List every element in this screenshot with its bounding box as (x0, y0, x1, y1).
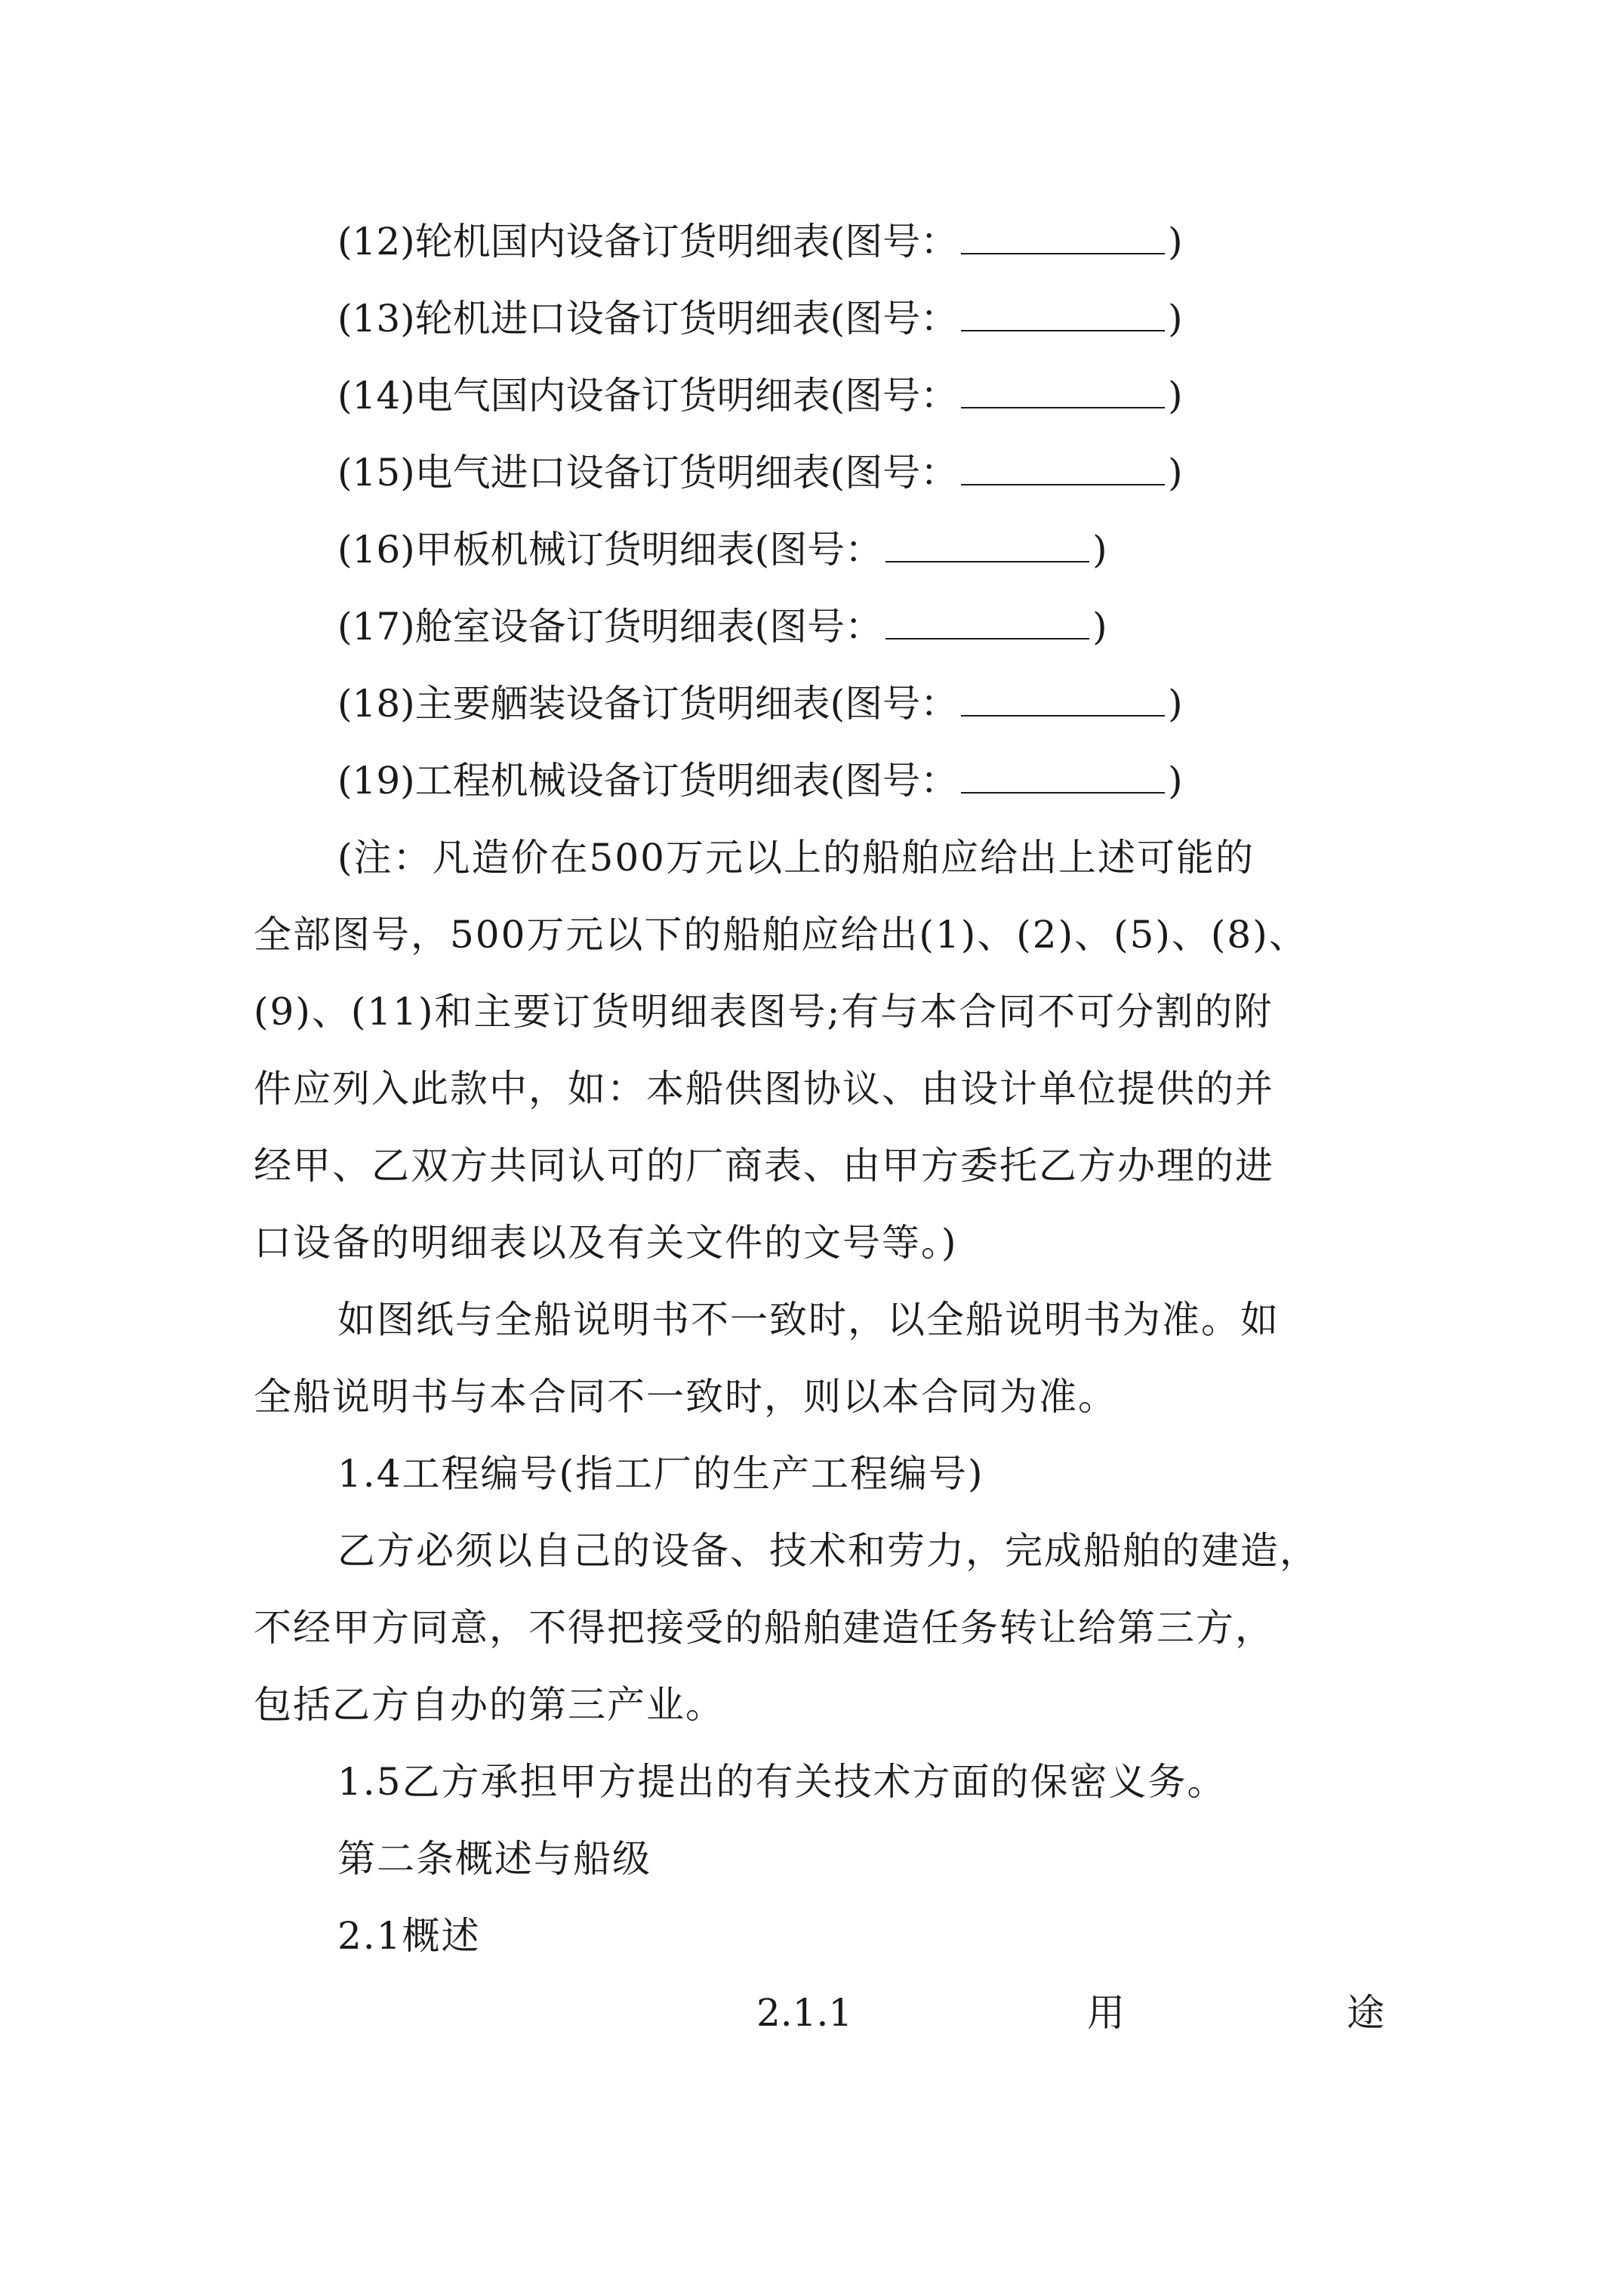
precedence-line: 如图纸与全船说明书不一致时，以全船说明书为准。如 (337, 1298, 1280, 1342)
list-item-label: (19)工程机械设备订货明细表(图号： (337, 759, 959, 803)
list-item-label: (15)电气进口设备订货明细表(图号： (337, 451, 959, 495)
subcontract-line: 包括乙方自办的第三产业。 (254, 1683, 725, 1727)
list-item-12 (337, 219, 1183, 264)
drawing-number-blank (961, 375, 1165, 408)
note-line: 全部图号，500万元以下的船舶应给出(1)、(2)、(5)、(8)、 (254, 913, 1308, 957)
list-item-close: ) (1168, 759, 1183, 803)
list-item-label: (18)主要舾装设备订货明细表(图号： (337, 682, 959, 726)
precedence-line: 全船说明书与本合同不一致时，则以本合同为准。 (254, 1375, 1117, 1419)
list-item-15 (337, 450, 1183, 495)
drawing-number-blank (885, 606, 1089, 639)
drawing-number-blank (961, 452, 1165, 485)
list-item-14 (337, 373, 1183, 418)
list-item-close: ) (1168, 682, 1183, 726)
list-item-label: (13)轮机进口设备订货明细表(图号： (337, 297, 959, 341)
list-item-label: (16)甲板机械订货明细表(图号： (337, 528, 883, 572)
drawing-number-blank (961, 760, 1165, 794)
list-item-16 (337, 527, 1107, 572)
note-line: 口设备的明细表以及有关文件的文号等。) (254, 1221, 958, 1265)
list-item-label: (12)轮机国内设备订货明细表(图号： (337, 220, 959, 264)
list-item-17 (337, 604, 1107, 649)
drawing-number-blank (885, 529, 1089, 562)
subcontract-line: 不经甲方同意，不得把接受的船舶建造任务转让给第三方， (254, 1606, 1274, 1650)
subcontract-line: 乙方必须以自己的设备、技术和劳力，完成船舶的建造， (337, 1529, 1319, 1573)
section-1-5-text: 1.5乙方承担甲方提出的有关技术方面的保密义务。 (337, 1760, 1227, 1804)
list-item-close: ) (1092, 528, 1107, 572)
section-1-4-heading: 1.4工程编号(指工厂的生产工程编号) (337, 1452, 984, 1496)
list-item-close: ) (1168, 297, 1183, 341)
section-2-1-heading: 2.1概述 (337, 1914, 481, 1958)
drawing-number-blank (961, 298, 1165, 331)
note-line: (9)、(11)和主要订货明细表图号;有与本合同不可分割的附 (254, 990, 1273, 1034)
list-item-label: (17)舱室设备订货明细表(图号： (337, 605, 883, 649)
note-line: 件应列入此款中，如：本船供图协议、由设计单位提供的并 (254, 1067, 1274, 1111)
note-line: (注：凡造价在500万元以上的船舶应给出上述可能的 (337, 836, 1255, 880)
section-2-1-1-word-purpose: 途 (1347, 1991, 1384, 2035)
section-2-1-1-number: 2.1.1 (756, 1991, 853, 2035)
section-2-1-1-word-use: 用 (1087, 1991, 1125, 2035)
article-2-title: 第二条概述与船级 (337, 1837, 651, 1881)
list-item-close: ) (1092, 605, 1107, 649)
drawing-number-blank (961, 221, 1165, 254)
list-item-18 (337, 681, 1183, 726)
drawing-number-blank (961, 683, 1165, 717)
list-item-close: ) (1168, 374, 1183, 418)
list-item-close: ) (1168, 451, 1183, 495)
list-item-13 (337, 296, 1183, 341)
list-item-close: ) (1168, 220, 1183, 264)
note-line: 经甲、乙双方共同认可的厂商表、由甲方委托乙方办理的进 (254, 1144, 1274, 1188)
list-item-label: (14)电气国内设备订货明细表(图号： (337, 374, 959, 418)
list-item-19 (337, 758, 1183, 803)
